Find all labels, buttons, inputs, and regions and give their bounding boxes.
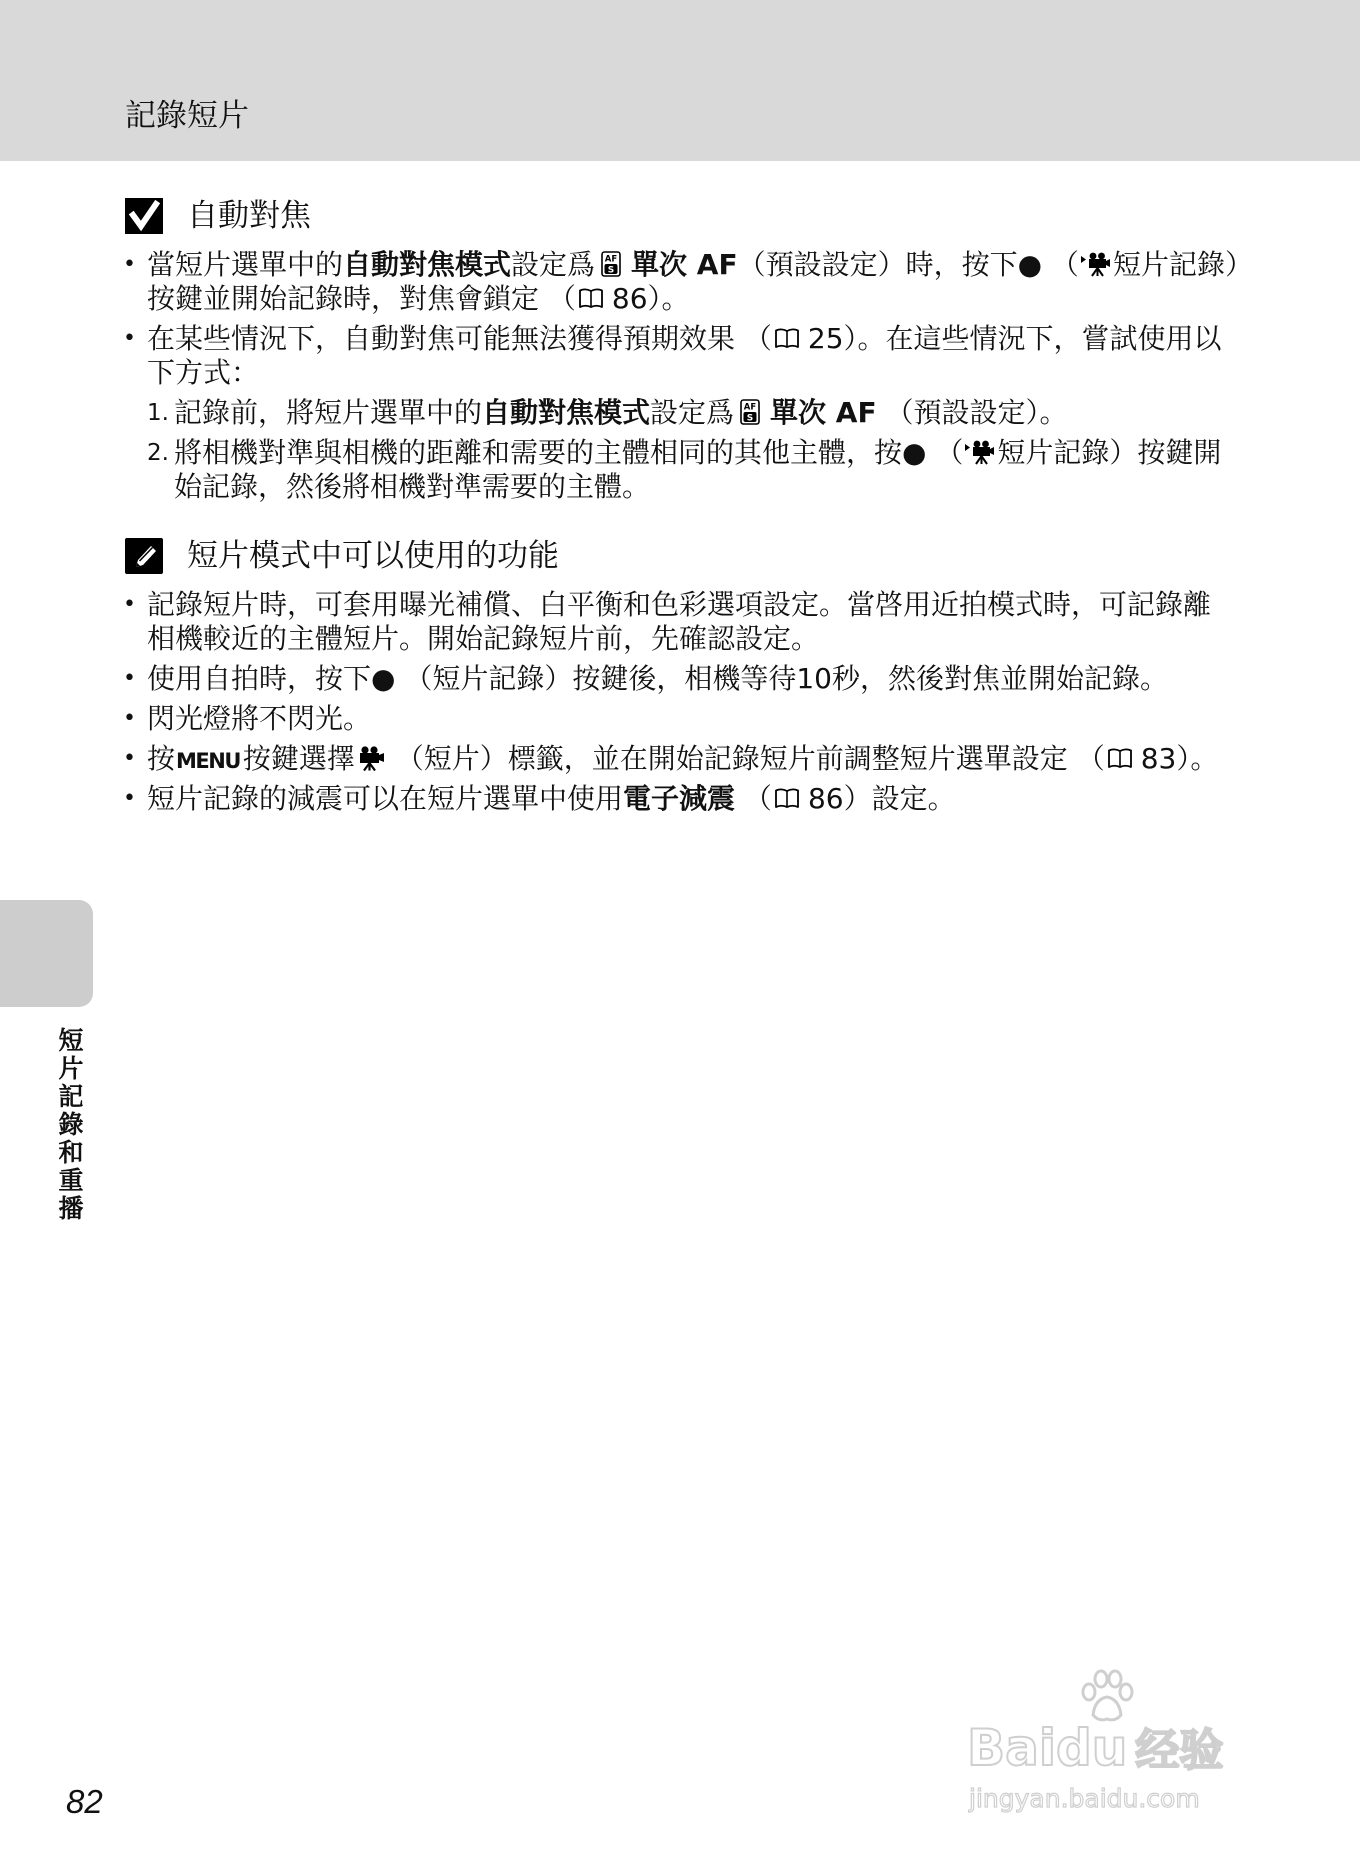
checkmark-icon [125,198,163,234]
af-s-icon [740,399,760,425]
bullet-marker: • [123,592,136,617]
bold-term: 自動對焦模式 [343,248,512,281]
text-run: 短片記錄） [1112,248,1253,281]
bold-term: 自動對焦模式 [482,396,651,429]
section-title: 自動對焦 [187,198,311,234]
text-run: 當短片選單中的 [147,248,344,281]
pencil-icon [125,538,163,574]
text-run: 使用自拍時，按下● （短片記錄）按鍵後，相機等待10秒，然後對焦並開始記錄。 [147,662,1168,695]
chapter-tab [0,900,93,1007]
af-s-icon-bottom-label: S [607,265,615,276]
section-title: 短片模式中可以使用的功能 [187,538,559,574]
bullet-item [123,588,1265,656]
text-line [147,356,1265,390]
bullet-marker: • [123,326,136,351]
bold-term: 單次 AF [770,396,877,429]
text-line [174,436,1265,470]
af-s-icon [601,251,621,277]
text-line [147,702,1265,736]
text-run: 86）設定。 [807,782,956,815]
text-run: 在某些情況下，自動對焦可能無法獲得預期效果 （ [147,322,772,355]
book-icon [774,786,800,810]
text-line [147,622,1265,656]
text-line [147,742,1265,776]
text-run: 始記錄，然後將相機對準需要的主體。 [174,470,651,503]
text-run: 25）。在這些情況下，嘗試使用以 [807,322,1222,355]
af-s-icon-top-label: AF [743,402,757,413]
page-title: 記錄短片 [125,98,249,134]
watermark-product: 经验 [1135,1725,1224,1776]
bullet-marker: • [123,746,136,771]
watermark-brand: Baidu [967,1719,1128,1777]
af-s-icon-bottom-label: S [746,413,754,424]
text-run: 短片記錄的減震可以在短片選單中使用 [147,782,624,815]
text-line [147,322,1265,356]
page-number: 82 [66,1783,103,1820]
text-line [147,248,1265,282]
text-run: 記錄前，將短片選單中的 [174,396,483,429]
text-run: 按鍵選擇 [242,742,355,775]
numbered-step [147,436,1265,504]
movie-tab-icon [357,745,385,771]
page-header-band [0,0,1360,161]
text-line [147,782,1265,816]
text-run: 短片記錄）按鍵開 [997,436,1222,469]
bullet-item [123,322,1265,390]
text-line [147,662,1265,696]
bullet-item [123,742,1265,776]
item-list [123,588,1265,816]
bold-term: 單次 AF [631,248,738,281]
bullet-item [123,702,1265,736]
text-run: （預設設定）時，按下● （ [737,248,1079,281]
book-icon [774,326,800,350]
text-run: 設定爲 [511,248,596,281]
step-number: 2. [147,440,169,466]
text-line [147,588,1265,622]
text-run: 記錄短片時，可套用曝光補償、白平衡和色彩選項設定。當啓用近拍模式時，可記錄離 [147,588,1212,621]
watermark [967,1668,1277,1818]
movie-record-icon [1081,251,1111,277]
watermark-logo [967,1720,1223,1779]
text-run: （ [735,782,772,815]
text-run: 按鍵並開始記錄時，對焦會鎖定 （ [147,282,576,315]
bullet-item [123,662,1265,696]
text-run: 閃光燈將不閃光。 [147,702,372,735]
text-line [174,396,1265,430]
menu-button-label: MENU [176,749,240,773]
bullet-marker: • [123,666,136,691]
text-run: 相機較近的主體短片。開始記錄短片前，先確認設定。 [147,622,820,655]
book-icon [578,286,604,310]
text-run: 設定爲 [650,396,735,429]
section-autofocus [125,196,1265,504]
numbered-step [147,396,1265,430]
text-run: （短片）標籤，並在開始記錄短片前調整短片選單設定 （ [386,742,1105,775]
section-heading [125,196,1265,236]
text-run: 按 [147,742,176,775]
af-s-icon-top-label: AF [604,254,618,265]
text-run: 將相機對準與相機的距離和需要的主體相同的其他主體，按● （ [174,436,964,469]
bold-term: 電子減震 [623,782,736,815]
step-number: 1. [147,400,169,426]
text-run: 下方式： [147,356,260,389]
text-run: 83）。 [1140,742,1219,775]
section-movie-functions [125,536,1265,816]
book-icon [1107,746,1133,770]
text-run: （預設設定）。 [876,396,1068,429]
text-line [174,470,1265,504]
movie-record-icon [965,439,995,465]
text-line [147,282,1265,316]
text-run: 86）。 [611,282,690,315]
bullet-marker: • [123,786,136,811]
chapter-tab-label: 短片記錄和重播 [55,1027,84,1223]
watermark-site: jingyan.baidu.com [969,1784,1200,1813]
bullet-item [123,248,1265,316]
bullet-marker: • [123,706,136,731]
section-heading [125,536,1265,576]
bullet-item [123,782,1265,816]
bullet-marker: • [123,252,136,277]
item-list [123,248,1265,504]
